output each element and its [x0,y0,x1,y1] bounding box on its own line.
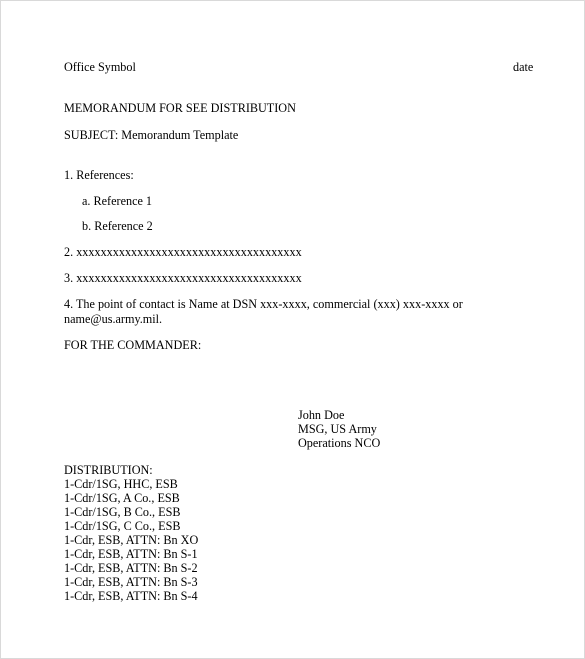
paragraph-3: 3. xxxxxxxxxxxxxxxxxxxxxxxxxxxxxxxxxxxxx [64,271,302,285]
distribution-item: 1-Cdr/1SG, C Co., ESB [64,519,181,533]
date: date [513,60,534,74]
memo-for: MEMORANDUM FOR SEE DISTRIBUTION [64,101,296,115]
paragraph-4-line-1: 4. The point of contact is Name at DSN xxx-xxxx, commercial (xxx) xxx-xxxx or [64,297,463,311]
distribution-item: 1-Cdr/1SG, B Co., ESB [64,505,181,519]
paragraph-2: 2. xxxxxxxxxxxxxxxxxxxxxxxxxxxxxxxxxxxxx [64,245,302,259]
distribution-item: 1-Cdr, ESB, ATTN: Bn S-4 [64,589,198,603]
reference-b: b. Reference 2 [82,219,153,233]
office-symbol: Office Symbol [64,60,136,74]
distribution-item: 1-Cdr/1SG, HHC, ESB [64,477,178,491]
distribution-item: 1-Cdr, ESB, ATTN: Bn S-3 [64,575,198,589]
paragraph-1: 1. References: [64,168,134,182]
distribution-item: 1-Cdr, ESB, ATTN: Bn XO [64,533,199,547]
distribution-item: 1-Cdr/1SG, A Co., ESB [64,491,180,505]
signature-rank: MSG, US Army [298,422,377,436]
subject: SUBJECT: Memorandum Template [64,128,239,142]
distribution-item: 1-Cdr, ESB, ATTN: Bn S-1 [64,547,198,561]
signature-title: Operations NCO [298,436,381,450]
signature-name: John Doe [298,408,345,422]
distribution-item: 1-Cdr, ESB, ATTN: Bn S-2 [64,561,198,575]
paragraph-4-line-2: name@us.army.mil. [64,312,163,326]
distribution-heading: DISTRIBUTION: [64,463,153,477]
reference-a: a. Reference 1 [82,194,153,208]
for-the-commander: FOR THE COMMANDER: [64,338,202,352]
